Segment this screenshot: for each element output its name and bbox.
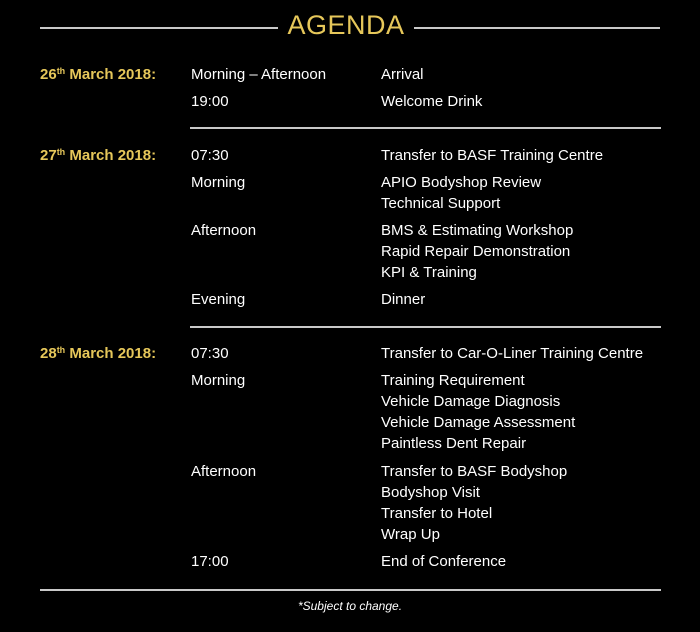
activity-item: BMS & Estimating Workshop [381, 222, 574, 239]
row-activities [381, 461, 567, 545]
footnote: *Subject to change. [297, 599, 403, 613]
row-activities [381, 551, 506, 572]
row-time: Morning [191, 174, 246, 191]
row-time: 19:00 [191, 93, 229, 110]
day-date: 27th March 2018: [40, 147, 157, 164]
activity-item: Bodyshop Visit [381, 484, 480, 501]
row-activities [381, 289, 425, 310]
row-time: Morning [191, 372, 246, 389]
activity-item: End of Conference [381, 553, 507, 570]
activity-item: Arrival [381, 66, 424, 83]
activity-item: Welcome Drink [381, 93, 483, 110]
row-time: Morning – Afternoon [191, 66, 327, 83]
header-rule-left [40, 27, 278, 29]
row-activities [381, 370, 575, 454]
activity-item: Rapid Repair Demonstration [381, 243, 571, 260]
row-activities [381, 64, 424, 85]
section-divider [190, 326, 661, 328]
row-time: 07:30 [191, 345, 229, 362]
header-rule-right [414, 27, 660, 29]
activity-item: Vehicle Damage Diagnosis [381, 393, 561, 410]
row-time: Afternoon [191, 463, 257, 480]
row-activities [381, 145, 603, 166]
row-activities [381, 172, 541, 214]
activity-item: Transfer to BASF Training Centre [381, 147, 604, 164]
page-title: AGENDA [287, 10, 405, 40]
activity-item: Dinner [381, 291, 426, 308]
day-date: 26th March 2018: [40, 66, 157, 83]
row-time: 07:30 [191, 147, 229, 164]
row-time: 17:00 [191, 553, 229, 570]
activity-item: Transfer to Car-O-Liner Training Centre [381, 345, 644, 362]
row-activities [381, 91, 482, 112]
day-date: 28th March 2018: [40, 345, 157, 362]
activity-item: Training Requirement [381, 372, 525, 389]
row-activities [381, 343, 643, 364]
row-time: Afternoon [191, 222, 257, 239]
activity-item: Transfer to BASF Bodyshop [381, 463, 568, 480]
activity-item: Vehicle Damage Assessment [381, 414, 576, 431]
activity-item: Paintless Dent Repair [381, 435, 527, 452]
row-time: Evening [191, 291, 246, 308]
activity-item: KPI & Training [381, 264, 477, 281]
section-divider [190, 127, 661, 129]
activity-item: Transfer to Hotel [381, 505, 493, 522]
activity-item: Technical Support [381, 195, 501, 212]
row-activities [381, 220, 573, 283]
agenda-header [0, 8, 700, 48]
activity-item: Wrap Up [381, 526, 440, 543]
activity-item: APIO Bodyshop Review [381, 174, 542, 191]
footer-divider [40, 589, 661, 591]
